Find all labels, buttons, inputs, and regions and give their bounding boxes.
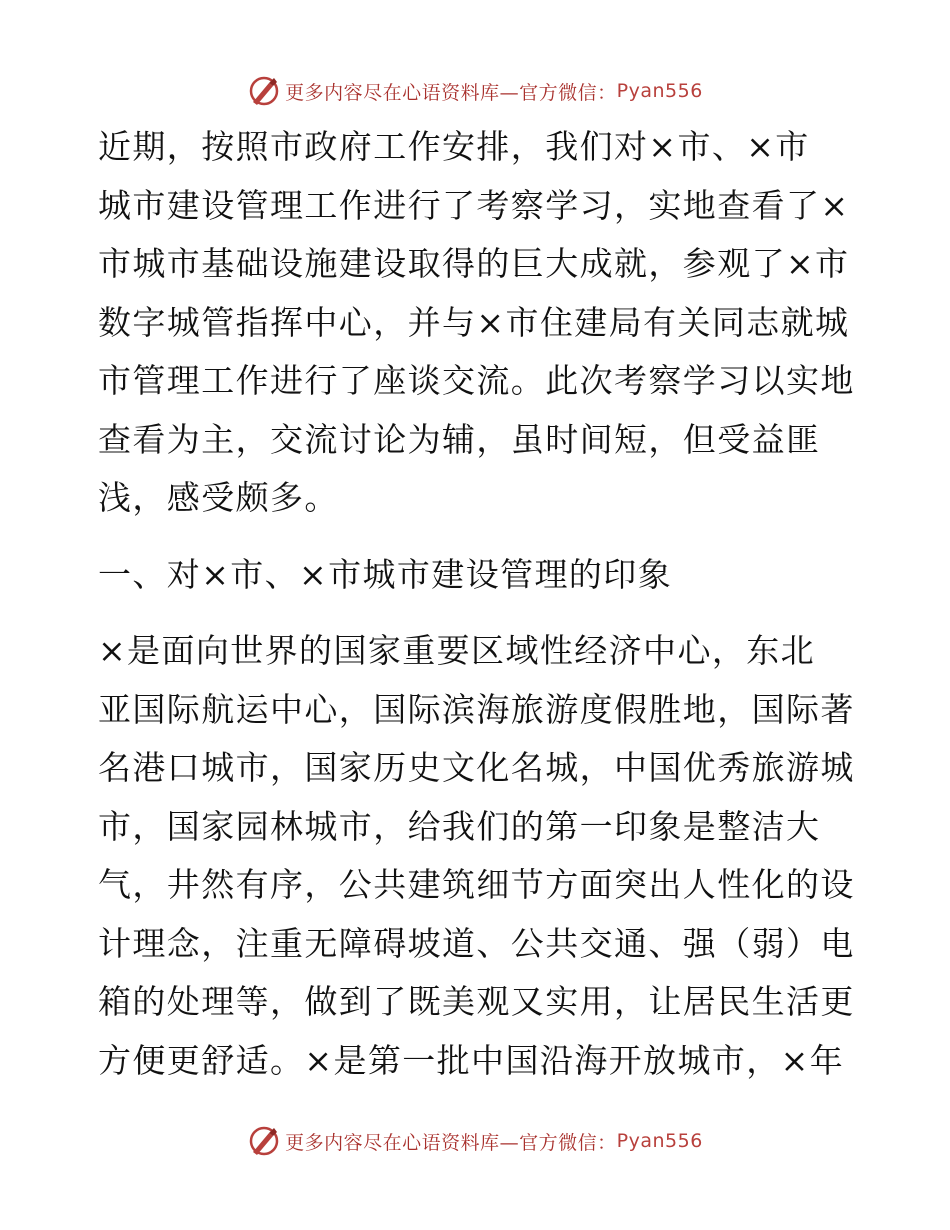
watermark-banner-bottom — [0, 1121, 950, 1161]
text-line: 数字城管指挥中心，并与×市住建局有关同志就城 — [98, 302, 850, 342]
text-line: 市管理工作进行了座谈交流。此次考察学习以实地 — [98, 361, 855, 400]
text-line: ×是面向世界的国家重要区域性经济中心，东北 — [98, 631, 816, 670]
text-line: 气，井然有序，公共建筑细节方面突出人性化的设 — [98, 865, 855, 904]
text-line: 箱的处理等，做到了既美观又实用，让居民生活更 — [98, 982, 855, 1021]
text-line: 浅，感受颇多。 — [98, 478, 339, 517]
section-heading — [98, 546, 858, 605]
watermark-id: Pyan556 — [616, 1130, 703, 1152]
text-line: 市，国家园林城市，给我们的第一印象是整洁大 — [98, 806, 821, 846]
text-line: 名港口城市，国家历史文化名城，中国优秀旅游城 — [98, 748, 855, 787]
text-line: 市城市基础设施建设取得的巨大成就，参观了×市 — [98, 244, 850, 283]
text-line: 方便更舒适。×是第一批中国沿海开放城市，×年 — [98, 1040, 845, 1080]
watermark-text: 更多内容尽在心语资料库—官方微信： — [285, 1131, 617, 1154]
watermark-id: Pyan556 — [616, 80, 703, 102]
pen-logo-icon — [247, 1124, 281, 1158]
paragraph-intro — [98, 118, 858, 528]
watermark-banner-top — [0, 71, 950, 111]
heading-line: 一、对×市、×市城市建设管理的印象 — [98, 554, 673, 594]
paragraph-impression — [98, 622, 858, 1090]
pen-logo-icon — [247, 74, 281, 108]
text-line: 近期，按照市政府工作安排，我们对×市、×市 — [98, 127, 810, 166]
text-line: 亚国际航运中心，国际滨海旅游度假胜地，国际著 — [98, 689, 855, 729]
text-line: 查看为主，交流讨论为辅，虽时间短，但受益匪 — [98, 419, 821, 459]
text-line: 城市建设管理工作进行了考察学习，实地查看了× — [98, 185, 850, 225]
watermark-text: 更多内容尽在心语资料库—官方微信： — [285, 81, 617, 104]
text-line: 计理念，注重无障碍坡道、公共交通、强（弱）电 — [98, 923, 855, 963]
document-body — [98, 118, 858, 1090]
